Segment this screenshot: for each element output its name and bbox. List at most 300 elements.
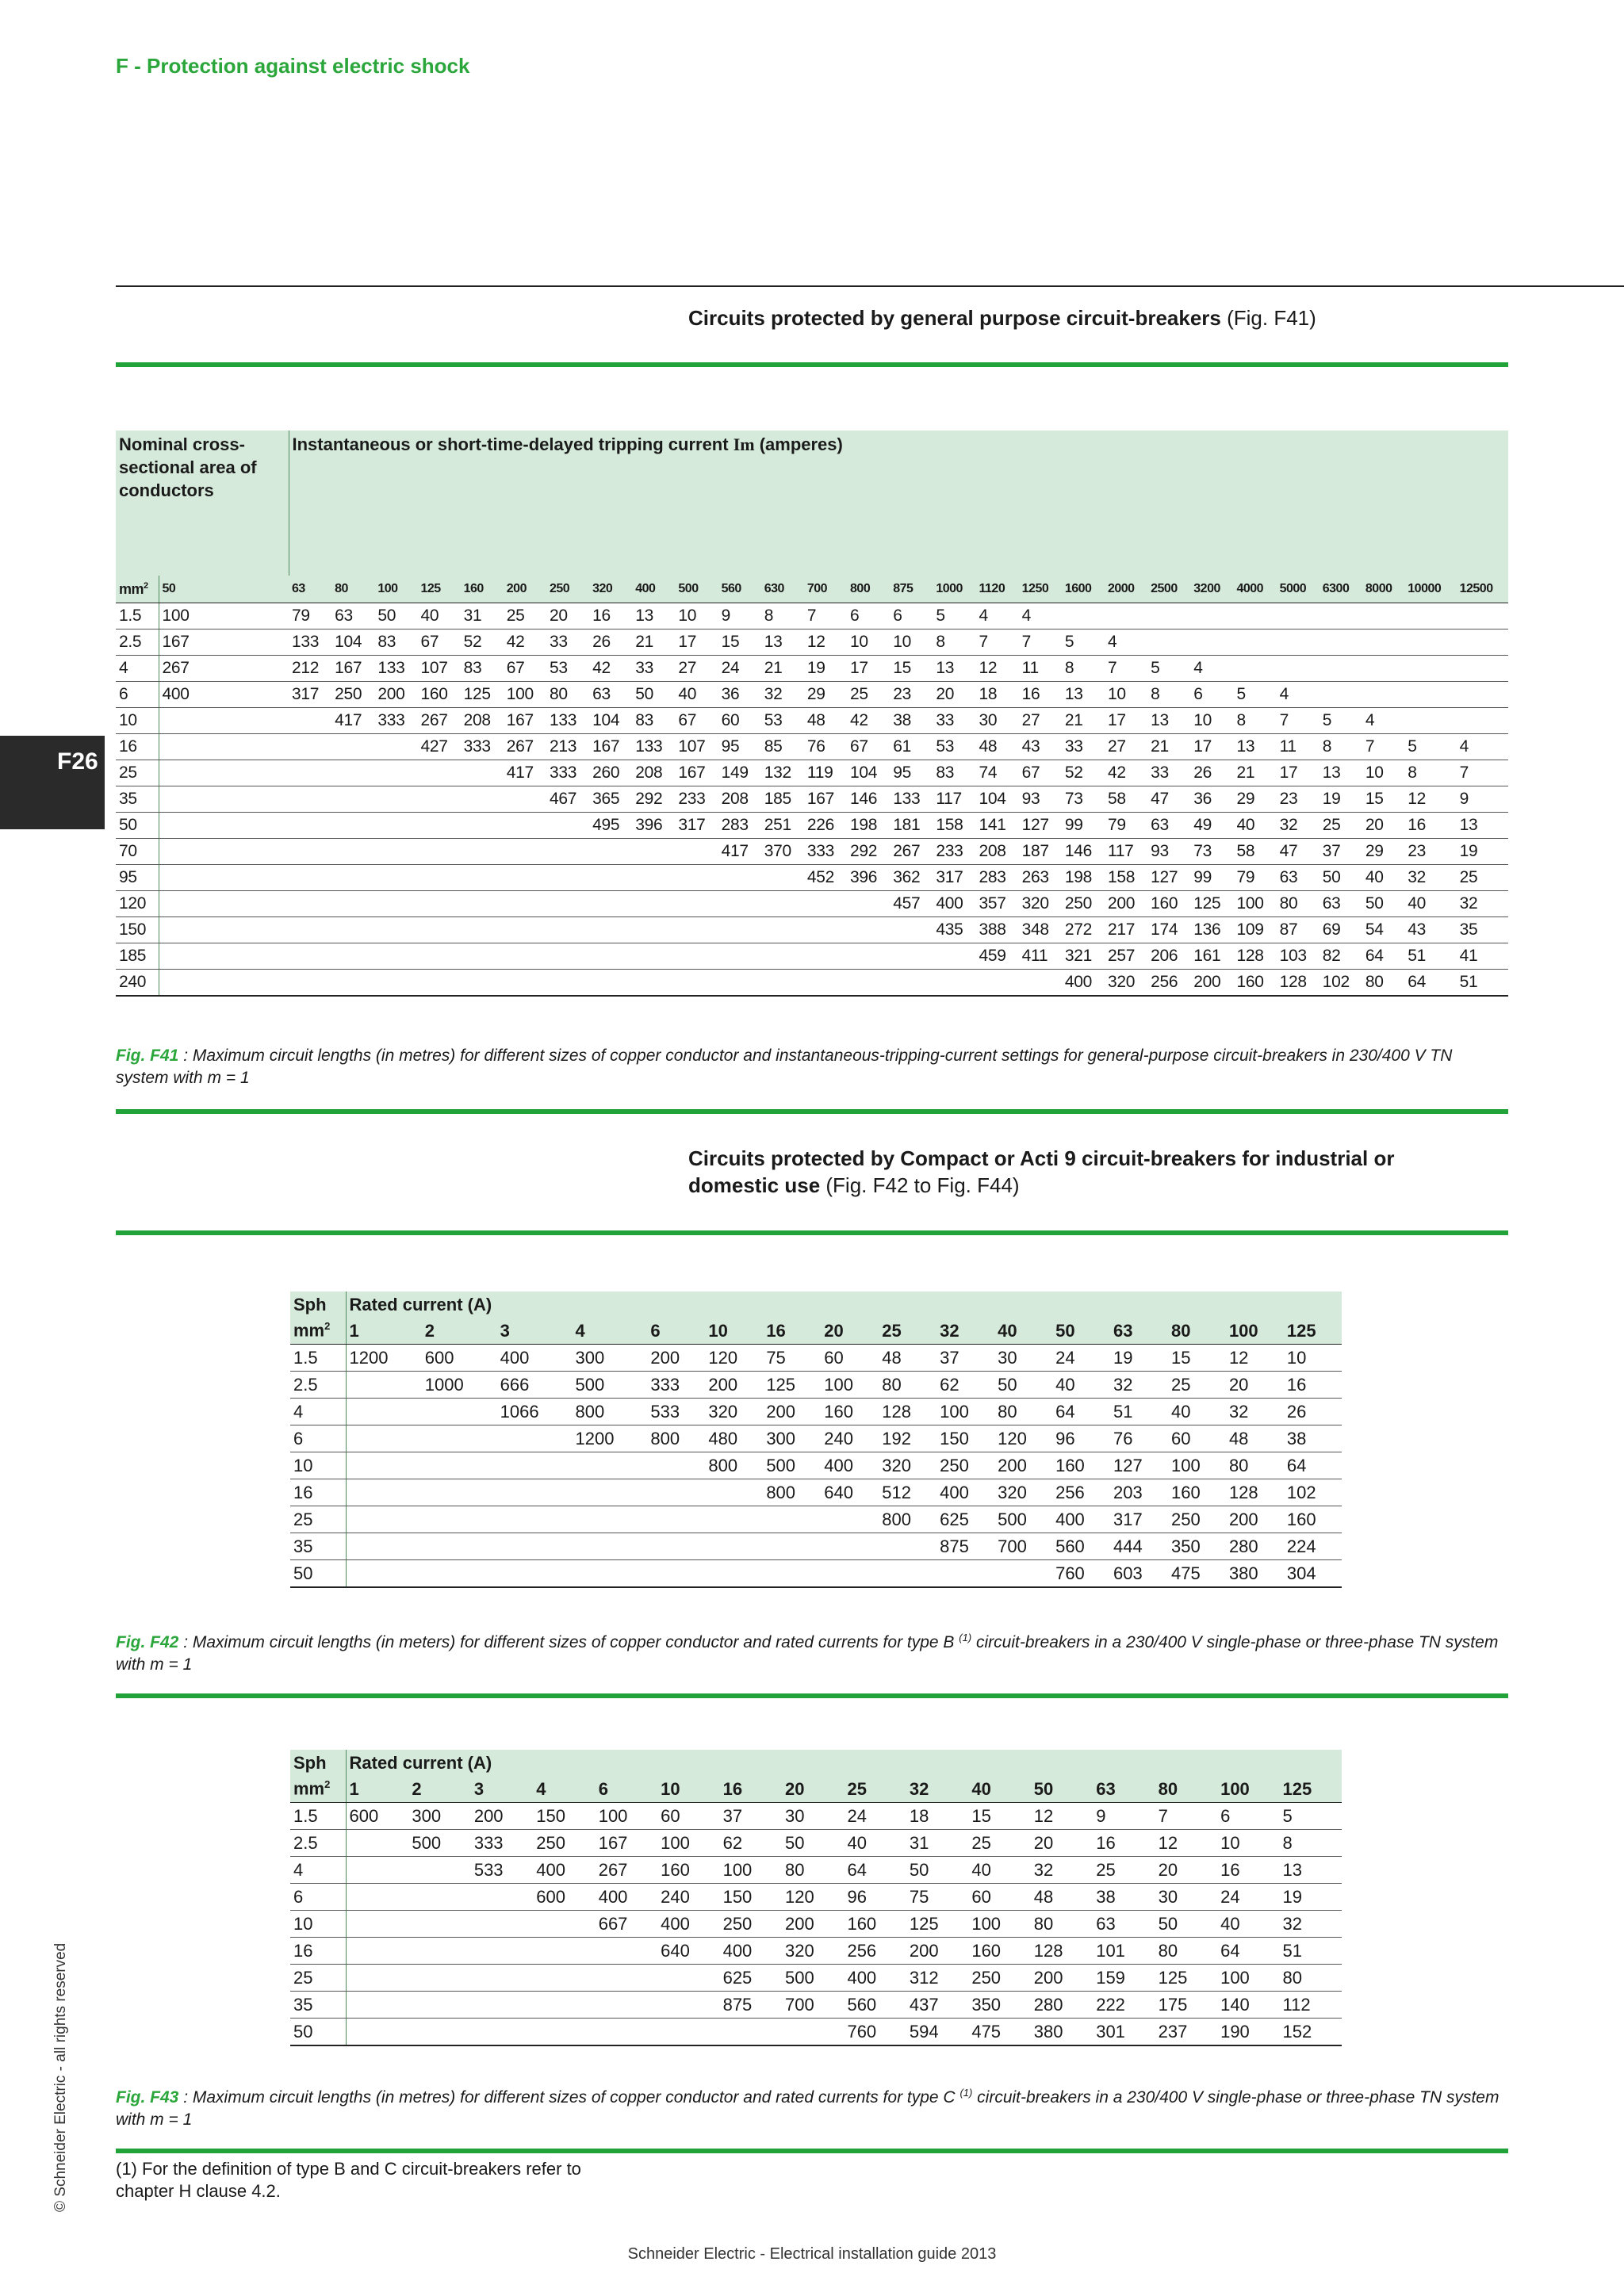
- table-cell: 120: [782, 1884, 844, 1911]
- table-cell: 50: [1155, 1911, 1217, 1938]
- table-cell: [374, 839, 417, 865]
- table-cell: 8: [1404, 760, 1456, 786]
- table-cell: 100: [968, 1911, 1030, 1938]
- table-cell: 333: [374, 708, 417, 734]
- table-cell: 125: [1190, 891, 1233, 917]
- table-cell: 100: [1217, 1965, 1279, 1992]
- table-cell: [890, 917, 933, 943]
- table-cell: 67: [1019, 760, 1062, 786]
- table-cell: [289, 891, 331, 917]
- table-cell: 63: [1277, 865, 1320, 891]
- table-cell: [408, 2019, 470, 2046]
- table-cell: 23: [1404, 839, 1456, 865]
- table-cell: 400: [657, 1911, 719, 1938]
- table-cell: 141: [976, 813, 1019, 839]
- table-cell: 500: [408, 1830, 470, 1857]
- table-cell: [374, 943, 417, 970]
- table-row: [290, 1560, 1342, 1588]
- table-cell: 467: [546, 786, 589, 813]
- table-cell: 10: [675, 603, 718, 629]
- table-cell: [346, 1425, 422, 1452]
- table-cell: [346, 1372, 422, 1399]
- table-cell: 80: [782, 1857, 844, 1884]
- table-cell: 100: [1233, 891, 1276, 917]
- current-header-cell: 125: [1284, 1318, 1342, 1345]
- table-cell: 190: [1217, 2019, 1279, 2046]
- table-cell: 17: [847, 656, 890, 682]
- table-cell: [546, 813, 589, 839]
- table-cell: 8: [1147, 682, 1190, 708]
- table-cell: 250: [936, 1452, 994, 1479]
- conductor-size-cell: 240: [116, 970, 159, 997]
- current-header-cell: 25: [844, 1776, 906, 1803]
- table-cell: 125: [461, 682, 504, 708]
- conductor-size-cell: 35: [116, 786, 159, 813]
- table-cell: 500: [763, 1452, 821, 1479]
- table-cell: [504, 970, 546, 997]
- table-cell: [408, 1911, 470, 1938]
- table-cell: 26: [1284, 1399, 1342, 1425]
- table-cell: 161: [1190, 943, 1233, 970]
- current-header-cell: 100: [1217, 1776, 1279, 1803]
- table-cell: 100: [159, 603, 289, 629]
- table-cell: [289, 786, 331, 813]
- current-header-cell: 4: [533, 1776, 595, 1803]
- table-cell: 83: [461, 656, 504, 682]
- table-row: [290, 1911, 1342, 1938]
- table-cell: 75: [763, 1345, 821, 1372]
- table-cell: 10: [1362, 760, 1404, 786]
- table-cell: 25: [847, 682, 890, 708]
- table-cell: [374, 760, 417, 786]
- table-cell: 533: [471, 1857, 533, 1884]
- table-cell: 667: [596, 1911, 657, 1938]
- unit-text: mm: [119, 580, 144, 597]
- table-cell: 388: [976, 917, 1019, 943]
- table-cell: 5: [1233, 682, 1276, 708]
- table-row: [290, 1830, 1342, 1857]
- table-cell: 60: [968, 1884, 1030, 1911]
- copyright-notice: © Schneider Electric - all rights reserved: [52, 1942, 69, 2212]
- table-cell: [504, 891, 546, 917]
- table-cell: 13: [1233, 734, 1276, 760]
- table-cell: [504, 813, 546, 839]
- current-header-cell: 2: [422, 1318, 497, 1345]
- table-cell: 1000: [422, 1372, 497, 1399]
- table-cell: 250: [331, 682, 374, 708]
- table-cell: 76: [1110, 1425, 1168, 1452]
- table-row: [116, 813, 1508, 839]
- conductor-size-cell: 95: [116, 865, 159, 891]
- current-header-cell: 700: [804, 576, 847, 603]
- table-cell: [461, 865, 504, 891]
- table-row: [290, 1425, 1342, 1452]
- table-cell: 125: [1155, 1965, 1217, 1992]
- table-cell: 19: [1320, 786, 1362, 813]
- table-cell: 7: [1155, 1803, 1217, 1830]
- table-cell: 200: [705, 1372, 763, 1399]
- table-cell: 10: [1105, 682, 1147, 708]
- table-cell: [408, 1965, 470, 1992]
- table-cell: [461, 839, 504, 865]
- table-cell: 167: [804, 786, 847, 813]
- table-cell: [1190, 603, 1233, 629]
- table-cell: 48: [1031, 1884, 1093, 1911]
- current-header-cell: 4: [573, 1318, 648, 1345]
- table-cell: 30: [994, 1345, 1052, 1372]
- table-cell: 100: [720, 1857, 782, 1884]
- current-header-cell: 20: [821, 1318, 879, 1345]
- table-cell: 400: [933, 891, 975, 917]
- table-cell: 200: [1190, 970, 1233, 997]
- current-header-cell: 4000: [1233, 576, 1276, 603]
- table-cell: 160: [1284, 1506, 1342, 1533]
- table-cell: 25: [968, 1830, 1030, 1857]
- table-cell: 200: [1031, 1965, 1093, 1992]
- table-cell: 146: [847, 786, 890, 813]
- table-cell: 38: [890, 708, 933, 734]
- table-cell: [471, 1938, 533, 1965]
- table-cell: 80: [879, 1372, 936, 1399]
- table-cell: [718, 917, 761, 943]
- table-cell: 181: [890, 813, 933, 839]
- table-cell: 666: [497, 1372, 573, 1399]
- table-cell: 200: [471, 1803, 533, 1830]
- table-cell: [546, 970, 589, 997]
- table-cell: 19: [1110, 1345, 1168, 1372]
- table-cell: 16: [589, 603, 632, 629]
- table-cell: [847, 891, 890, 917]
- table-cell: 10: [1190, 708, 1233, 734]
- table-cell: [422, 1533, 497, 1560]
- table-cell: 104: [589, 708, 632, 734]
- table-cell: 99: [1190, 865, 1233, 891]
- conductor-size-cell: 2.5: [290, 1372, 346, 1399]
- table-cell: [976, 970, 1019, 997]
- table-cell: 16: [1019, 682, 1062, 708]
- table-cell: 96: [844, 1884, 906, 1911]
- table-cell: 4: [1457, 734, 1508, 760]
- table-cell: 700: [994, 1533, 1052, 1560]
- table-cell: 50: [782, 1830, 844, 1857]
- table-cell: [546, 865, 589, 891]
- table-cell: [408, 1992, 470, 2019]
- current-header-cell: 2: [408, 1776, 470, 1803]
- table-cell: [589, 970, 632, 997]
- table-cell: 263: [1019, 865, 1062, 891]
- conductor-size-cell: 50: [290, 2019, 346, 2046]
- page-header-title: F - Protection against electric shock: [116, 54, 470, 78]
- table-cell: [346, 1830, 408, 1857]
- table-cell: 100: [657, 1830, 719, 1857]
- table-cell: 103: [1277, 943, 1320, 970]
- green-rule: [116, 362, 1508, 367]
- table-cell: 26: [1190, 760, 1233, 786]
- table-cell: [374, 891, 417, 917]
- table-cell: 107: [675, 734, 718, 760]
- table-cell: [632, 917, 675, 943]
- table-cell: 133: [546, 708, 589, 734]
- table-cell: 67: [847, 734, 890, 760]
- table-cell: 435: [933, 917, 975, 943]
- table-cell: [417, 760, 460, 786]
- table-cell: 267: [890, 839, 933, 865]
- table-cell: 40: [1362, 865, 1404, 891]
- table-cell: 320: [1105, 970, 1147, 997]
- table-cell: 25: [1320, 813, 1362, 839]
- unit-superscript: 2: [144, 580, 148, 591]
- table-cell: 512: [879, 1479, 936, 1506]
- table-cell: 437: [906, 1992, 968, 2019]
- table-cell: 42: [1105, 760, 1147, 786]
- table-cell: [632, 891, 675, 917]
- table-cell: 63: [331, 603, 374, 629]
- table-cell: 104: [847, 760, 890, 786]
- table-cell: [422, 1479, 497, 1506]
- caption-f43: [116, 2082, 1508, 2131]
- table-cell: [632, 943, 675, 970]
- table-cell: 160: [657, 1857, 719, 1884]
- table-cell: 444: [1110, 1533, 1168, 1560]
- table-cell: [497, 1452, 573, 1479]
- table-cell: [1147, 629, 1190, 656]
- table-f43: [290, 1750, 1342, 2046]
- footnote: [116, 2158, 581, 2202]
- table-cell: 95: [718, 734, 761, 760]
- table-cell: 160: [1052, 1452, 1110, 1479]
- table-cell: [504, 865, 546, 891]
- caption-f42: [116, 1627, 1508, 1676]
- table-cell: [533, 1938, 595, 1965]
- table-cell: 51: [1110, 1399, 1168, 1425]
- current-header-cell: 500: [675, 576, 718, 603]
- table-row: [116, 970, 1508, 997]
- table-cell: 198: [847, 813, 890, 839]
- table-cell: 12: [1031, 1803, 1093, 1830]
- table-cell: 250: [720, 1911, 782, 1938]
- table-cell: 31: [461, 603, 504, 629]
- table-cell: 63: [1320, 891, 1362, 917]
- table-cell: 61: [890, 734, 933, 760]
- table-cell: 87: [1277, 917, 1320, 943]
- table-cell: 13: [933, 656, 975, 682]
- table-cell: 12: [804, 629, 847, 656]
- table-cell: 93: [1147, 839, 1190, 865]
- current-header-cell: 6: [596, 1776, 657, 1803]
- table-cell: 400: [720, 1938, 782, 1965]
- conductor-size-cell: 120: [116, 891, 159, 917]
- table-cell: 7: [1362, 734, 1404, 760]
- table-cell: [408, 1857, 470, 1884]
- table-cell: 62: [936, 1372, 994, 1399]
- current-header-cell: 250: [546, 576, 589, 603]
- table-cell: [1457, 629, 1508, 656]
- table-cell: 10: [1284, 1345, 1342, 1372]
- table-cell: 7: [976, 629, 1019, 656]
- table-cell: 10: [1217, 1830, 1279, 1857]
- table-cell: [936, 1560, 994, 1588]
- table-cell: [675, 943, 718, 970]
- table-cell: 208: [976, 839, 1019, 865]
- table-cell: 127: [1019, 813, 1062, 839]
- conductor-size-cell: 150: [116, 917, 159, 943]
- table-cell: [289, 865, 331, 891]
- table-cell: 600: [346, 1803, 408, 1830]
- table-cell: 7: [1105, 656, 1147, 682]
- table-row: [116, 891, 1508, 917]
- table-cell: 480: [705, 1425, 763, 1452]
- table-cell: 62: [720, 1830, 782, 1857]
- table-header-row: [116, 430, 1508, 576]
- table-cell: [705, 1506, 763, 1533]
- table-cell: 102: [1284, 1479, 1342, 1506]
- table-cell: [417, 786, 460, 813]
- table-cell: [804, 943, 847, 970]
- table-cell: [533, 1965, 595, 1992]
- table-cell: 272: [1062, 917, 1105, 943]
- table-cell: 117: [933, 786, 975, 813]
- page-footer: Schneider Electric - Electrical installation guide 2013: [627, 2245, 997, 2263]
- table-cell: 74: [976, 760, 1019, 786]
- current-header-cell: 2500: [1147, 576, 1190, 603]
- footnote-line-1: (1) For the definition of type B and C circuit-breakers refer to: [116, 2159, 581, 2179]
- table-cell: 31: [906, 1830, 968, 1857]
- table-cell: 95: [890, 760, 933, 786]
- table-cell: 21: [632, 629, 675, 656]
- table-cell: 40: [1404, 891, 1456, 917]
- current-header-cell: 80: [331, 576, 374, 603]
- table-cell: 20: [1226, 1372, 1284, 1399]
- table-cell: [346, 1857, 408, 1884]
- table-cell: [847, 943, 890, 970]
- chapter-tab-label: F26: [57, 748, 98, 775]
- conductor-size-cell: 1.5: [290, 1803, 346, 1830]
- table-cell: [675, 865, 718, 891]
- table-cell: 875: [936, 1533, 994, 1560]
- table-cell: 396: [632, 813, 675, 839]
- table-cell: 104: [976, 786, 1019, 813]
- table-cell: 79: [1105, 813, 1147, 839]
- table-cell: [763, 1506, 821, 1533]
- table-cell: [504, 839, 546, 865]
- table-cell: 20: [1031, 1830, 1093, 1857]
- table-cell: [159, 839, 289, 865]
- table-cell: [289, 970, 331, 997]
- header-tripping-current: [289, 430, 1508, 576]
- table-cell: [657, 2019, 719, 2046]
- table-cell: 256: [844, 1938, 906, 1965]
- table-cell: 160: [1168, 1479, 1226, 1506]
- conductor-size-cell: 16: [290, 1479, 346, 1506]
- conductor-size-cell: 16: [116, 734, 159, 760]
- unit-cell: [290, 1776, 346, 1803]
- table-cell: 33: [933, 708, 975, 734]
- section-title-text-1: Circuits protected by Compact or Acti 9 circuit-breakers for industrial or: [688, 1146, 1395, 1170]
- section-divider: [116, 285, 1624, 287]
- table-cell: 560: [1052, 1533, 1110, 1560]
- table-cell: 13: [1457, 813, 1508, 839]
- table-cell: 80: [1362, 970, 1404, 997]
- table-cell: 10: [890, 629, 933, 656]
- current-header-cell: 1600: [1062, 576, 1105, 603]
- table-cell: 800: [763, 1479, 821, 1506]
- table-cell: 251: [761, 813, 804, 839]
- table-cell: 64: [844, 1857, 906, 1884]
- table-cell: 875: [720, 1992, 782, 2019]
- table-cell: [497, 1425, 573, 1452]
- table-cell: 24: [1052, 1345, 1110, 1372]
- table-cell: 104: [331, 629, 374, 656]
- current-header-cell: 1120: [976, 576, 1019, 603]
- table-cell: 48: [804, 708, 847, 734]
- table-row: [116, 603, 1508, 629]
- table-cell: 40: [1168, 1399, 1226, 1425]
- table-cell: [417, 891, 460, 917]
- table-cell: 457: [890, 891, 933, 917]
- table-cell: [417, 813, 460, 839]
- current-header-cell: 12500: [1457, 576, 1508, 603]
- conductor-size-cell: 2.5: [116, 629, 159, 656]
- table-cell: [647, 1506, 705, 1533]
- table-cell: 640: [657, 1938, 719, 1965]
- conductor-size-cell: 35: [290, 1533, 346, 1560]
- table-cell: 60: [657, 1803, 719, 1830]
- table-cell: 158: [1105, 865, 1147, 891]
- table-cell: 250: [1062, 891, 1105, 917]
- table-cell: 400: [596, 1884, 657, 1911]
- table-cell: 60: [821, 1345, 879, 1372]
- conductor-size-cell: 10: [290, 1911, 346, 1938]
- unit-superscript: 2: [324, 1320, 331, 1333]
- conductor-size-cell: 2.5: [290, 1830, 346, 1857]
- conductor-size-cell: 70: [116, 839, 159, 865]
- table-cell: [1062, 603, 1105, 629]
- current-header-cell: 16: [763, 1318, 821, 1345]
- table-cell: 63: [589, 682, 632, 708]
- table-cell: [417, 917, 460, 943]
- table-cell: 100: [1168, 1452, 1226, 1479]
- table-cell: 21: [1062, 708, 1105, 734]
- table-cell: [408, 1938, 470, 1965]
- table-cell: [346, 1911, 408, 1938]
- current-header-cell: 50: [1031, 1776, 1093, 1803]
- table-cell: 192: [879, 1425, 936, 1452]
- table-cell: 1200: [573, 1425, 648, 1452]
- table-cell: [761, 891, 804, 917]
- table-cell: 133: [374, 656, 417, 682]
- table-cell: [504, 943, 546, 970]
- table-cell: 400: [1052, 1506, 1110, 1533]
- table-cell: [346, 1399, 422, 1425]
- current-header-cell: 100: [374, 576, 417, 603]
- table-cell: 21: [1147, 734, 1190, 760]
- table-row: [116, 943, 1508, 970]
- current-header-cell: 1: [346, 1776, 408, 1803]
- table-cell: 226: [804, 813, 847, 839]
- table-cell: [1147, 603, 1190, 629]
- green-rule: [116, 1109, 1508, 1114]
- table-cell: 411: [1019, 943, 1062, 970]
- table-cell: [1362, 603, 1404, 629]
- table-cell: 24: [1217, 1884, 1279, 1911]
- table-cell: 99: [1062, 813, 1105, 839]
- table-cell: 800: [647, 1425, 705, 1452]
- table-cell: 357: [976, 891, 1019, 917]
- table-cell: [497, 1533, 573, 1560]
- table-cell: 51: [1280, 1938, 1342, 1965]
- table-row: [290, 1884, 1342, 1911]
- table-cell: 200: [782, 1911, 844, 1938]
